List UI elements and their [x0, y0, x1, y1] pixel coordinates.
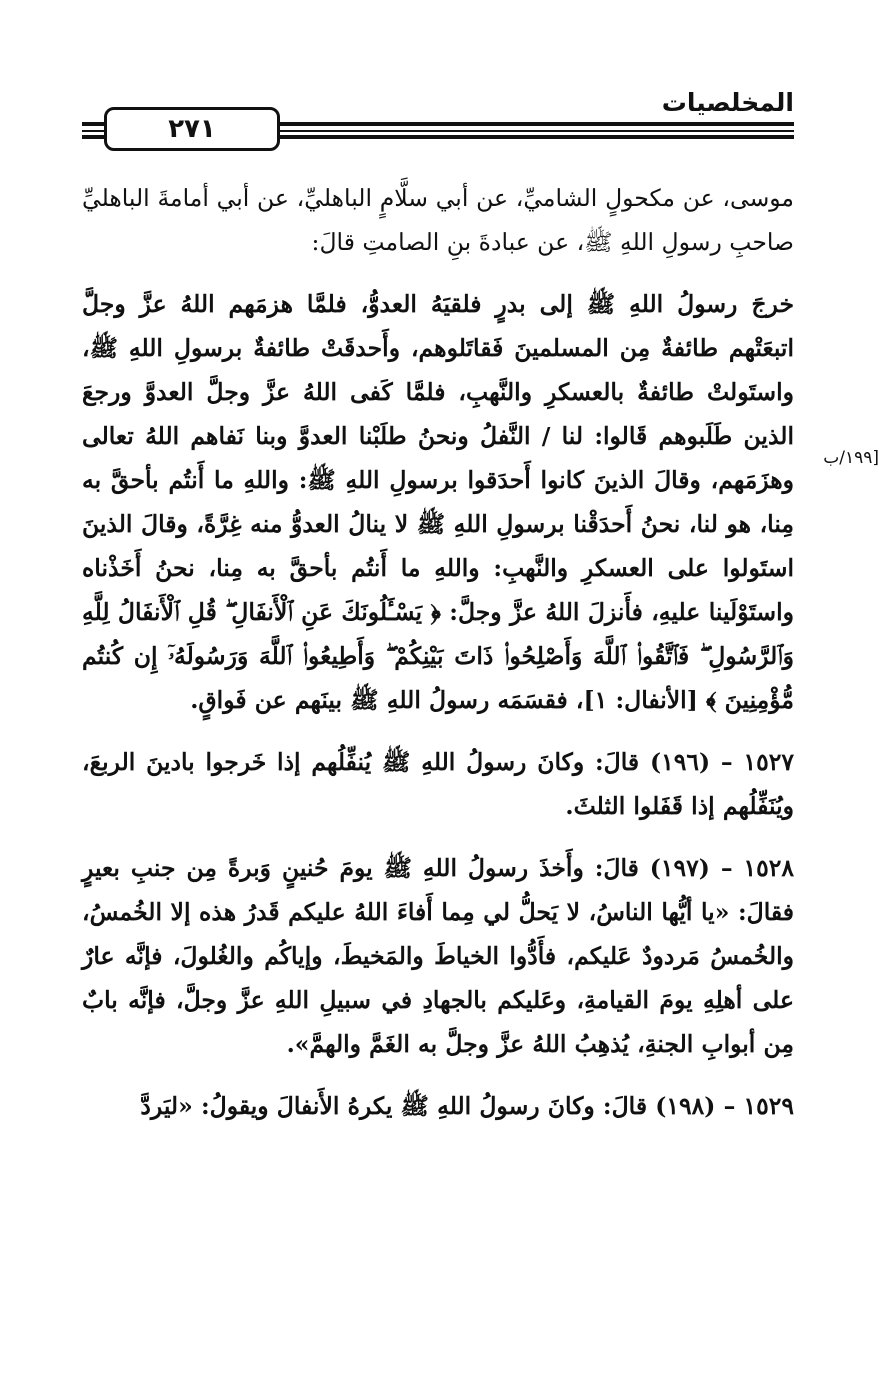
- paragraph-hadith-badr: خرجَ رسولُ اللهِ ﷺ إلى بدرٍ فلقيَهُ العدوُّ، فلمَّا هزمَهم اللهُ عزَّ وجلَّ اتبعَتْهم طائفةٌ مِن المسلمينَ فَقاتَلوهم، وأَحدقَتْ طائفةٌ برسولِ اللهِ ﷺ، واستَولتْ طائفةٌ بالعسكرِ والنَّهبِ، فلمَّا كَفى اللهُ عزَّ وجلَّ العدوَّ ورجعَ الذين طَلَبوهم قَالوا: لنا / النَّفلُ ونحنُ طلَبْنا العدوَّ وبنا نَفاهم اللهُ تعالى وهزَمَهم، وقالَ الذينَ كانوا أَحدَقوا برسولِ اللهِ ﷺ: واللهِ ما أَنتُم بأحقَّ به مِنا، هو لنا، نحنُ أَحدَقْنا برسولِ اللهِ ﷺ لا ينالُ العدوُّ منه غِرَّةً، وقالَ الذينَ استَولوا على العسكرِ والنَّهبِ: واللهِ ما أَنتُم بأحقَّ به مِنا، نحنُ أَخَذْناه واستَوْلَينا عليهِ، فأَنزلَ اللهُ عزَّ وجلَّ: ﴿ يَسْـَٔلُونَكَ عَنِ ٱلْأَنفَالِ ۖ قُلِ ٱلْأَنفَالُ لِلَّهِ وَٱلرَّسُولِ ۖ فَٱتَّقُوا۟ ٱللَّهَ وَأَصْلِحُوا۟ ذَاتَ بَيْنِكُمْ ۖ وَأَطِيعُوا۟ ٱللَّهَ وَرَسُولَهُۥٓ إِن كُنتُم مُّؤْمِنِينَ ﴾ [الأنفال: ١]، فقسَمَه رسولُ اللهِ ﷺ بينَهم عن فَواقٍ.: [82, 290, 794, 714]
- paragraph-hadith-1527: ١٥٢٧ – (١٩٦) قالَ: وكانَ رسولُ اللهِ ﷺ يُنفِّلُهم إذا خَرجوا بادينَ الربعَ، ويُنَفِّلُهم إذا قَفَلوا الثلثَ.: [82, 748, 794, 820]
- manuscript-folio-note: [١٩٩/ب: [823, 448, 879, 468]
- paragraph-isnad: موسى، عن مكحولٍ الشاميِّ، عن أبي سلَّامٍ الباهليِّ، عن أبي أمامةَ الباهليِّ صاحبِ رسولِ اللهِ ﷺ، عن عبادةَ بنِ الصامتِ قالَ:: [82, 184, 794, 256]
- page-body: [82, 176, 794, 1136]
- book-title: المخلصيات: [661, 88, 794, 117]
- paragraph-hadith-1529: ١٥٢٩ – (١٩٨) قالَ: وكانَ رسولُ اللهِ ﷺ يكرهُ الأَنفالَ ويقولُ: «ليَردَّ: [140, 1092, 794, 1120]
- page-header: [82, 86, 794, 156]
- paragraph-hadith-1528: ١٥٢٨ – (١٩٧) قالَ: وأَخذَ رسولُ اللهِ ﷺ يومَ حُنينٍ وَبرةً مِن جنبِ بعيرٍ فقالَ: «يا أيُّها الناسُ، لا يَحلُّ لي مِما أَفاءَ اللهُ عليكم قَدرُ هذه إلا الخُمسُ، والخُمسُ مَردودٌ عَليكم، فأَدُّوا الخياطَ والمَخيطَ، وإياكُم والغُلولَ، فإنَّه عارٌ على أهلِهِ يومَ القيامةِ، وعَليكم بالجهادِ في سبيلِ اللهِ عزَّ وجلَّ، فإنَّه بابٌ مِن أبوابِ الجنةِ، يُذهِبُ اللهُ عزَّ وجلَّ به الغَمَّ والهمَّ».: [82, 854, 795, 1058]
- page-number: ٢٧١: [104, 107, 280, 151]
